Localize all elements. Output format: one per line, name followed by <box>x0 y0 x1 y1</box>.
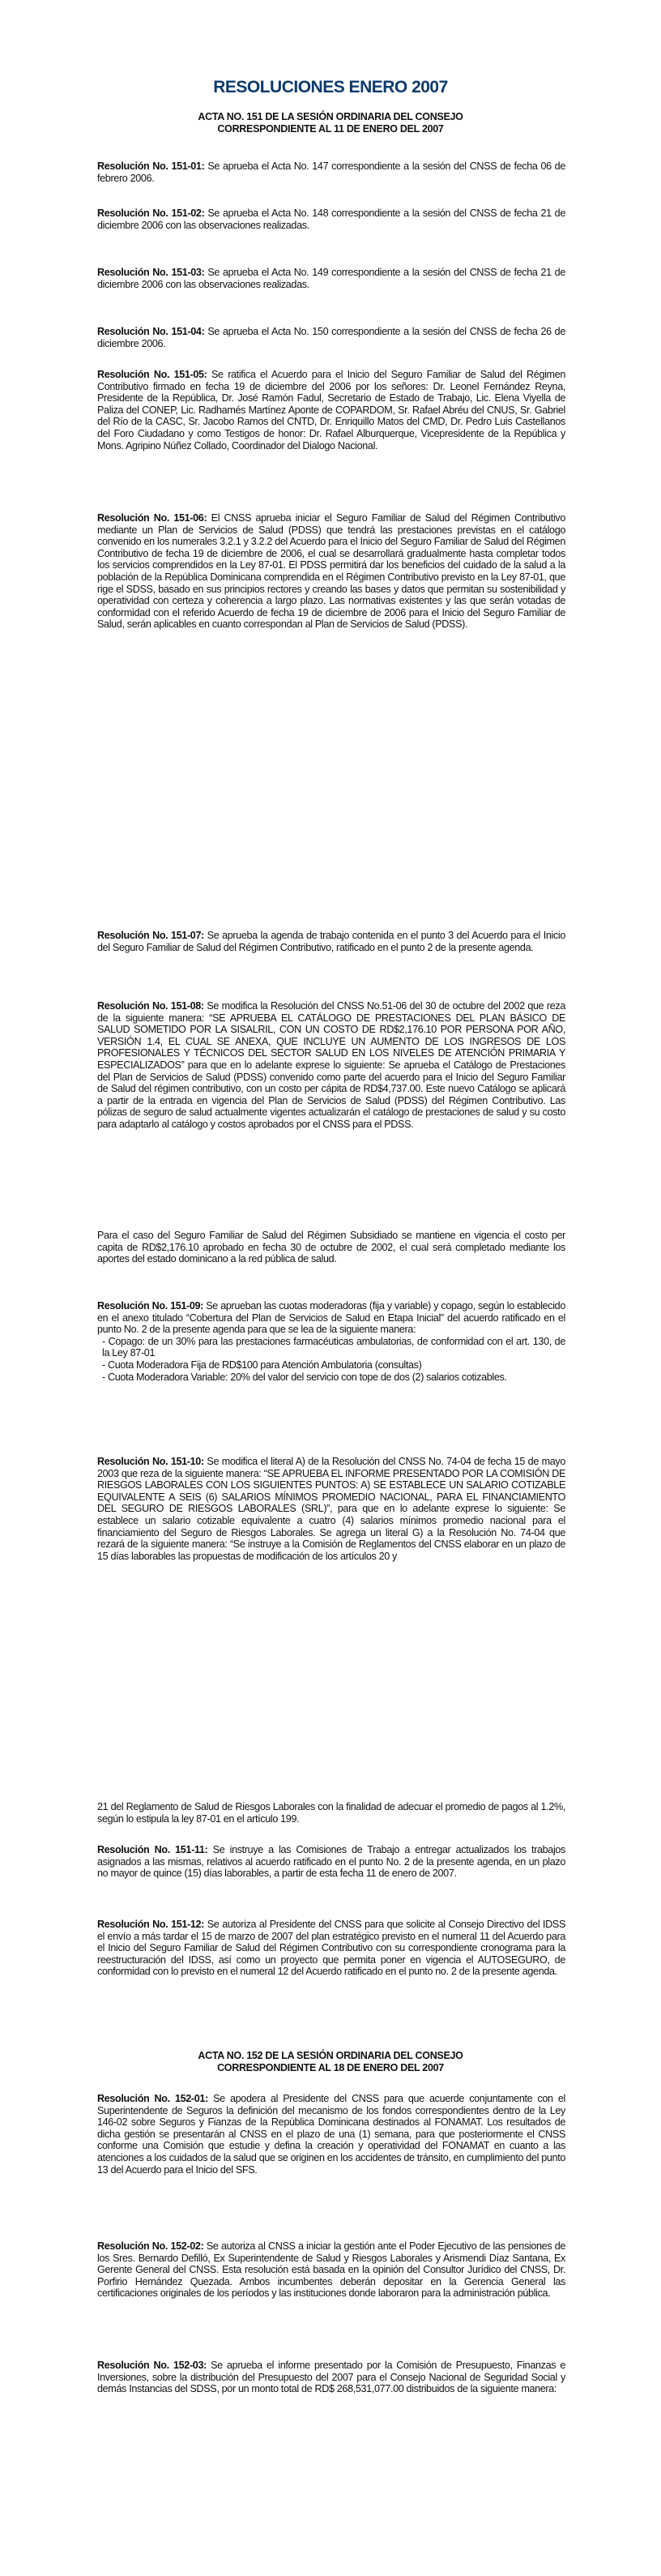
acta-152-heading <box>0 2050 661 2074</box>
paragraph-text: Para el caso del Seguro Familiar de Salud del Régimen Subsidiado se mantiene en vigencia el costo per capita de RD$2,176.10 aprobado en fecha 30 de octubre de 2002, el cual será completado mediante los aportes del estado dominicano a la red pública de salud. <box>97 1230 565 1265</box>
resolution-label: Resolución No. 152-02: <box>97 2240 204 2252</box>
resolution-text: Se aprueba la agenda de trabajo contenida en el punto 3 del Acuerdo para el Inicio del Seguro Familiar de Salud del Régimen Contributivo, ratificado en el punto 2 de la presente agenda. <box>97 930 565 953</box>
acta-heading-line2: CORRESPONDIENTE AL 18 DE ENERO DEL 2007 <box>217 2062 444 2073</box>
resolution-label: Resolución No. 151-09: <box>97 1300 204 1312</box>
resolution-151-10-continuation <box>97 1801 565 1825</box>
resolution-text: Se aprueba el informe presentado por la Comisión de Presupuesto, Finanzas e Inversiones, sobre la distribución del Presupuesto del 2007 para el Consejo Nacional de Seguridad Social y demás Instancias del SDSS, por un monto total de RD$ 268,531,077.00 distribuidos de la siguiente manera: <box>97 2360 566 2395</box>
resolution-text: Se ratifica el Acuerdo para el Inicio del Seguro Familiar de Salud del Régimen Contributivo firmado en fecha 19 de diciembre del 2006 por los señores: Dr. Leonel Fernández Reyna, Presidente de la República, Dr. José Ramón Fadul, Secretario de Estado de Trabajo, Lic. Elena Viyella de Paliza del CONEP, Lic. Radhamés Martínez Aponte de COPARDOM, Sr. Rafael Abréu del CNUS, Sr. Gabriel del Río de la CASC, Sr. Jacobo Ramos del CNTD, Dr. Enriquillo Matos del CMD, Dr. Pedro Luis Castellanos del Foro Ciudadano y como Testigos de honor: Dr. Rafael Alburquerque, Vicepresidente de la República y Mons. Agripino Núñez Collado, Coordinador del Dialogo Nacional. <box>97 369 565 451</box>
resolution-label: Resolución No. 152-01: <box>97 2093 208 2104</box>
resolution-text: Se autoriza al Presidente del CNSS para que solicite al Consejo Directivo del IDSS el envío a más tardar el 15 de marzo de 2007 del plan estratégico previsto en el numeral 11 del Acuerdo para el Inicio del Seguro Familiar de Salud del Régimen Contributivo con su correspondiente cronograma para la reestructuración del IDSS, así como un proyecto que permita poner en vigencia el AUTOSEGURO, de conformidad con lo previsto en el numeral 12 del Acuerdo ratificado en el punto no. 2 de la presente agenda. <box>97 1919 565 1978</box>
bullet-cuota-variable: - Cuota Moderadora Variable: 20% del valor del servicio con tope de dos (2) salarios cotizables. <box>102 1371 507 1383</box>
acta-heading-line2: CORRESPONDIENTE AL 11 DE ENERO DEL 2007 <box>217 123 444 135</box>
resolution-151-12 <box>97 1919 565 1978</box>
resolution-label: Resolución No. 152-03: <box>97 2360 207 2371</box>
resolution-151-09 <box>97 1300 565 1383</box>
resolution-151-04 <box>97 326 565 349</box>
resolution-152-03 <box>97 2360 565 2395</box>
resolution-151-03 <box>97 267 565 290</box>
acta-heading-line1: ACTA NO. 152 DE LA SESIÓN ORDINARIA DEL CONSEJO <box>198 2050 463 2061</box>
acta-heading-line1: ACTA NO. 151 DE LA SESIÓN ORDINARIA DEL CONSEJO <box>198 111 463 122</box>
resolution-label: Resolución No. 151-08: <box>97 1000 204 1012</box>
resolution-label: Resolución No. 151-12: <box>97 1919 205 1930</box>
resolution-label: Resolución No. 151-06: <box>97 512 207 524</box>
resolution-label: Resolución No. 151-10: <box>97 1456 204 1467</box>
resolution-151-11 <box>97 1844 565 1880</box>
resolution-151-06 <box>97 512 565 631</box>
resolution-152-02 <box>97 2240 565 2300</box>
resolution-label: Resolución No. 151-11: <box>97 1844 208 1855</box>
resolution-text: Se aprueba el Acta No. 148 correspondiente a la sesión del CNSS de fecha 21 de diciembre 2006 con las observaciones realizadas. <box>97 208 565 231</box>
resolution-label: Resolución No. 151-05: <box>97 369 207 380</box>
resolution-text: Se modifica la Resolución del CNSS No.51-06 del 30 de octubre del 2002 que reza de la siguiente manera: “SE APRUEBA EL CATÁLOGO DE PRESTACIONES DEL PLAN BÁSICO DE SALUD SOMETIDO POR LA SISALRIL, CON UN COSTO DE RD$2,176.10 POR PERSONA POR AÑO, VERSIÓN 1.4, EL CUAL SE ANEXA, QUE INCLUYE UN AUMENTO DE LOS INGRESOS DE LOS PROFESIONALES Y TÉCNICOS DEL SECTOR SALUD EN LOS NIVELES DE ATENCIÓN PRIMARIA Y ESPECIALIZADOS” para que en lo adelante exprese lo siguiente: Se aprueba el Catálogo de Prestaciones del Plan de Servicios de Salud (PDSS) convenido como parte del acuerdo para el Inicio del Seguro Familiar de Salud del régimen contributivo, con un costo per cápita de RD$4,737.00. Este nuevo Catálogo se aplicará a partir de la entrada en vigencia del Plan de Servicios de Salud (PDSS) del Régimen Contributivo. Las pólizas de seguro de salud actualmente vigentes actualizarán el catálogo de prestaciones de salud y su costo para adaptarlo al catálogo y costos aprobados por el CNSS para el PDSS. <box>97 1000 565 1130</box>
resolution-label: Resolución No. 151-01: <box>97 160 205 172</box>
resolution-label: Resolución No. 151-03: <box>97 267 205 278</box>
resolution-text: El CNSS aprueba iniciar el Seguro Familiar de Salud del Régimen Contributivo mediante un Plan de Servicios de Salud (PDSS) que tendrá las prestaciones previstas en el catálogo convenido en los numerales 3.2.1 y 3.2.2 del Acuerdo para el Inicio del Seguro Familiar de Salud del Régimen Contributivo de fecha 19 de diciembre de 2006, el cual se desarrollará gradualmente hasta completar todos los servicios comprendidos en la Ley 87-01. El PDSS permitirá dar los beneficios del cuidado de la salud a la población de la República Dominicana comprendida en el Régimen Contributivo previsto en la Ley 87-01, que rige el SDSS, basado en sus principios rectores y creando las bases y datos que permitan su sostenibilidad y operatividad con certeza y coherencia a largo plazo. Las normativas existentes y las que serán votadas de conformidad con el referido Acuerdo de fecha 19 de diciembre de 2006 para el Inicio del Seguro Familiar de Salud, serán aplicables en cuanto correspondan al Plan de Servicios de Salud (PDSS). <box>97 512 565 631</box>
resolution-text: Se modifica el literal A) de la Resolución del CNSS No. 74-04 de fecha 15 de mayo 2003 que reza de la siguiente manera: “SE APRUEBA EL INFORME PRESENTADO POR LA COMISIÓN DE RIESGOS LABORALES CON LOS SIGUIENTES PUNTOS: A) SE ESTABLECE UN SALARIO COTIZABLE EQUIVALENTE A SEIS (6) SALARIOS MÍNIMOS PROMEDIO NACIONAL, PARA EL FINANCIAMIENTO DEL SEGURO DE RIESGOS LABORALES (SRL)”, para que en lo adelante exprese lo siguiente: Se establece un salario cotizable equivalente a cuatro (4) salarios mínimos promedio nacional para el financiamiento del Seguro de Riesgos Laborales. Se agrega un literal G) a la Resolución No. 74-04 que rezará de la siguiente manera: “Se instruye a la Comisión de Reglamentos del CNSS elaborar en un plazo de 15 días laborables las propuestas de modificación de los artículos 20 y <box>97 1456 565 1562</box>
resolution-151-08 <box>97 1000 565 1131</box>
bullet-cuota-fija: - Cuota Moderadora Fija de RD$100 para Atención Ambulatoria (consultas) <box>102 1359 422 1371</box>
resolution-151-07 <box>97 930 565 953</box>
resolution-text: Se aprueba el Acta No. 149 correspondiente a la sesión del CNSS de fecha 21 de diciembre 2006 con las observaciones realizadas. <box>97 267 565 290</box>
resolution-text: Se aprueba el Acta No. 147 correspondiente a la sesión del CNSS de fecha 06 de febrero 2006. <box>97 160 565 184</box>
resolution-text: Se autoriza al CNSS a iniciar la gestión ante el Poder Ejecutivo de las pensiones de los Sres. Bernardo Defilló, Ex Superintendente de Salud y Riesgos Laborales y Arismendi Díaz Santana, Ex Gerente General del CNSS. Esta resolución está basada en la opinión del Consultor Jurídico del CNSS, Dr. Porfirio Hernández Quezada. Ambos incumbentes deberán depositar en la Gerencia General las certificaciones originales de los períodos y las instituciones donde laboraron para la administración pública. <box>97 2240 566 2300</box>
resolution-151-05 <box>97 369 565 451</box>
resolution-text: 21 del Reglamento de Salud de Riesgos Laborales con la finalidad de adecuar el promedio de pagos al 1.2%, según lo estipula la ley 87-01 en el artículo 199. <box>97 1801 565 1825</box>
resolution-text: Se instruye a las Comisiones de Trabajo a entregar actualizados los trabajos asignados a las mismas, relativos al acuerdo ratificado en el punto No. 2 de la presente agenda, en un plazo no mayor de quince (15) días laborables, a partir de esta fecha 11 de enero de 2007. <box>97 1844 565 1880</box>
resolution-151-02 <box>97 208 565 231</box>
resolution-text: Se aprueba el Acta No. 150 correspondiente a la sesión del CNSS de fecha 26 de diciembre 2006. <box>97 326 565 349</box>
acta-151-heading <box>0 111 661 135</box>
bullet-copago: - Copago: de un 30% para las prestaciones farmacéuticas ambulatorias, de conformidad con el art. 130, de la Ley 87-01 <box>102 1335 565 1359</box>
resolution-151-01 <box>97 160 565 184</box>
resolution-151-10 <box>97 1456 565 1562</box>
resolution-text: Se aprueban las cuotas moderadoras (fija y variable) y copago, según lo establecido en el anexo titulado “Cobertura del Plan de Servicios de Salud en Etapa Inicial” del acuerdo ratificado en el punto No. 2 de la presente agenda para que se lea de la siguiente manera: <box>97 1300 565 1336</box>
resolution-152-01 <box>97 2093 565 2176</box>
resolution-label: Resolución No. 151-07: <box>97 930 204 941</box>
subsidiado-paragraph <box>97 1230 565 1265</box>
resolution-text: Se apodera al Presidente del CNSS para que acuerde conjuntamente con el Superintendente de Seguros la definición del mecanismo de los fondos correspondientes dentro de la Ley 146-02 sobre Seguros y Fianzas de la República Dominicana destinados al FONAMAT. Los resultados de dicha gestión se presentarán al CNSS en el plazo de una (1) semana, para que posteriormente el CNSS conforme una Comisión que estudie y defina la creación y operatividad del FONAMAT en cuanto a las atenciones a los cuidados de la salud que se originen en los accidentes de tránsito, en cumplimiento del punto 13 del Acuerdo para el Inicio del SFS. <box>97 2093 565 2176</box>
page-title: RESOLUCIONES ENERO 2007 <box>213 78 448 96</box>
resolution-label: Resolución No. 151-04: <box>97 326 205 337</box>
resolution-label: Resolución No. 151-02: <box>97 208 205 219</box>
